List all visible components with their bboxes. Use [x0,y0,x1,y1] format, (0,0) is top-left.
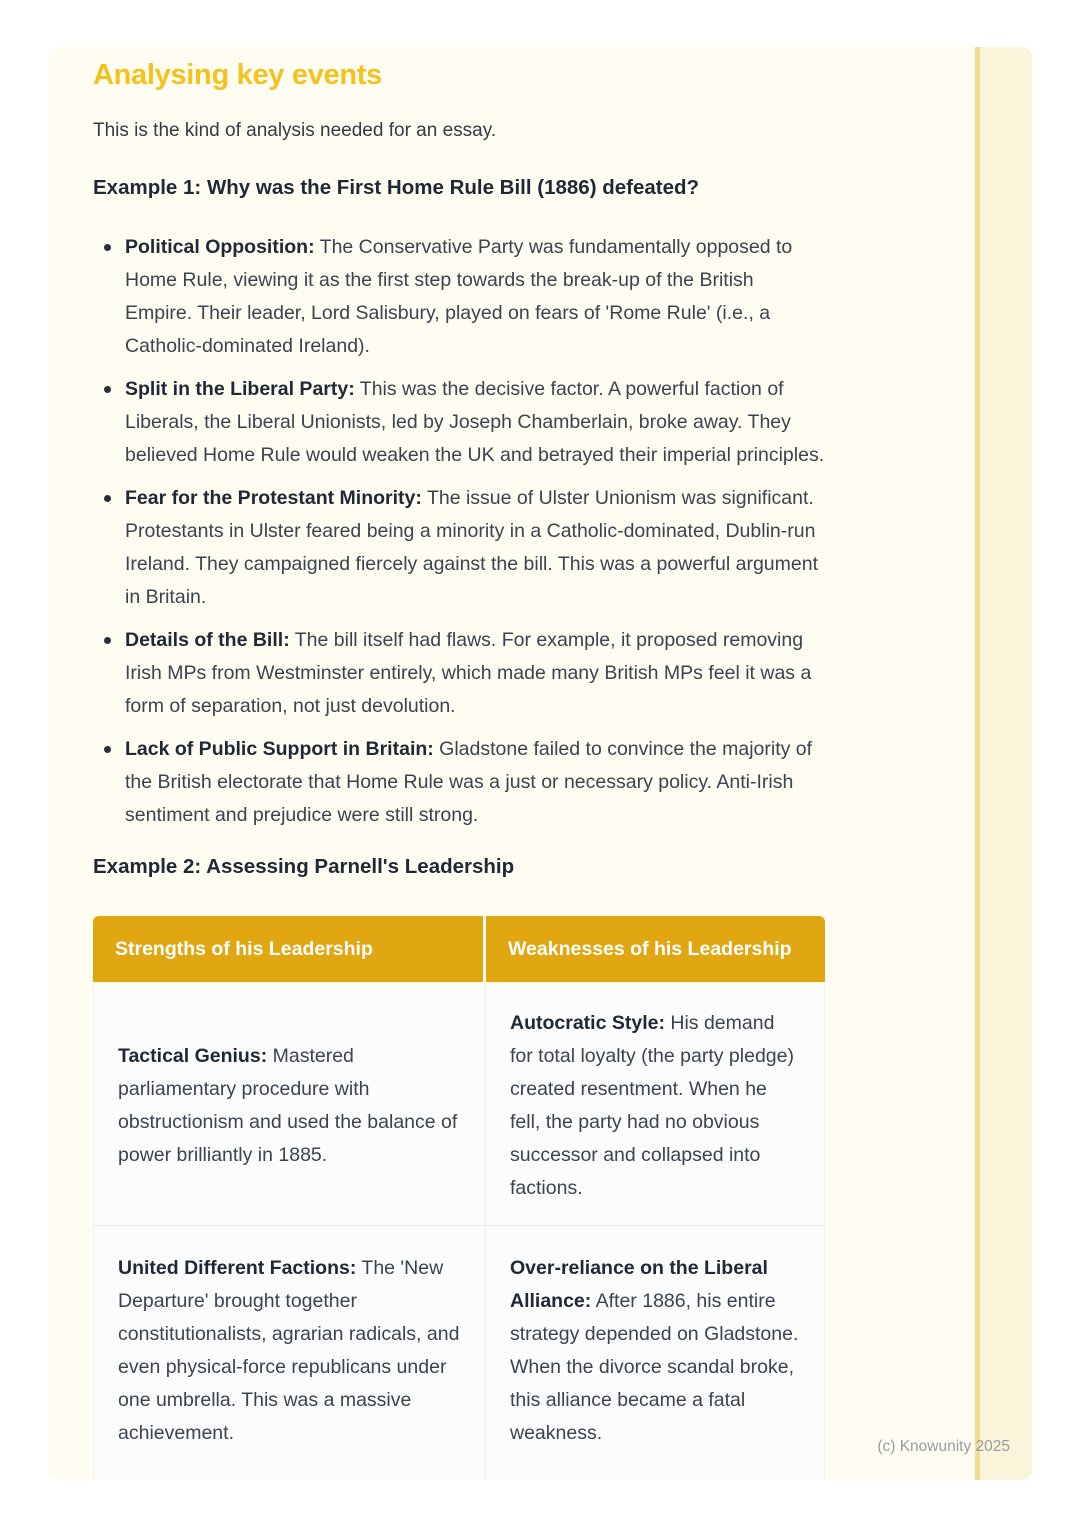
bullet-icon [104,746,111,753]
intro-text: This is the kind of analysis needed for an essay. [93,120,497,141]
example-1-bullet-list [93,231,825,832]
cell-lead: Over-reliance on the Liberal Alliance: [510,1257,768,1312]
cell-lead: United Different Factions: [118,1257,357,1279]
list-item [93,231,825,363]
column-header-strengths: Strengths of his Leadership [93,916,486,982]
bullet-lead: Split in the Liberal Party: [125,378,355,400]
table-cell-weakness-2 [486,1226,825,1480]
table-cell-strength-1 [93,986,486,1226]
table-row [93,1226,825,1480]
list-item [93,624,825,723]
bullet-lead: Political Opposition: [125,236,315,258]
copyright-watermark: (c) Knowunity 2025 [877,1438,1010,1455]
cell-text: After 1886, his entire strategy depended on Gladstone. When the divorce scandal broke, this alliance became a fatal weakness. [510,1290,799,1444]
table-row [93,986,825,1226]
table-cell-weakness-1 [486,986,825,1226]
bullet-icon [104,637,111,644]
bullet-icon [104,495,111,502]
cell-text: The 'New Departure' brought together constitutionalists, agrarian radicals, and even physical-force republicans under one umbrella. This was a massive achievement. [118,1257,460,1444]
bullet-text: This was the decisive factor. A powerful faction of Liberals, the Liberal Unionists, led by Joseph Chamberlain, broke away. They believed Home Rule would weaken the UK and betrayed their imperial principles. [125,378,825,466]
page-title: Analysing key events [93,59,382,91]
cell-text: His demand for total loyalty (the party pledge) created resentment. When he fell, the party had no obvious successor and collapsed into factions. [510,1011,794,1199]
bullet-icon [104,244,111,251]
bullet-icon [104,386,111,393]
side-accent-strip [975,47,1032,1480]
bullet-text: Gladstone failed to convince the majority of the British electorate that Home Rule was a just or necessary policy. Anti-Irish sentiment and prejudice were still strong. [125,738,813,826]
example-2-heading: Example 2: Assessing Parnell's Leadership [93,855,515,878]
notes-content [93,47,825,1480]
cell-text: Mastered parliamentary procedure with obstructionism and used the balance of power brilliantly in 1885. [118,1044,458,1166]
column-header-weaknesses: Weaknesses of his Leadership [486,916,825,982]
list-item [93,733,825,832]
bullet-lead: Fear for the Protestant Minority: [125,487,422,509]
list-item [93,482,825,614]
notes-card [48,47,1032,1480]
table-cell-strength-2 [93,1226,486,1480]
cell-lead: Autocratic Style: [510,1011,665,1034]
example-1-heading: Example 1: Why was the First Home Rule Bill (1886) defeated? [93,176,700,199]
list-item [93,373,825,472]
bullet-text: The bill itself had flaws. For example, it proposed removing Irish MPs from Westminster entirely, which made many British MPs feel it was a form of separation, not just devolution. [125,629,812,717]
bullet-text: The Conservative Party was fundamentally opposed to Home Rule, viewing it as the first step towards the break-up of the British Empire. Their leader, Lord Salisbury, played on fears of 'Rome Rule' (i.e., a Catholic-dominated Ireland). [125,236,793,357]
leadership-comparison-table [93,916,825,1480]
bullet-lead: Details of the Bill: [125,629,290,651]
bullet-text: The issue of Ulster Unionism was significant. Protestants in Ulster feared being a minority in a Catholic-dominated, Dublin-run Ireland. They campaigned fiercely against the bill. This was a powerful argument in Britain. [125,487,818,608]
table-header-row [93,916,825,982]
bullet-lead: Lack of Public Support in Britain: [125,738,434,760]
cell-lead: Tactical Genius: [118,1044,268,1067]
